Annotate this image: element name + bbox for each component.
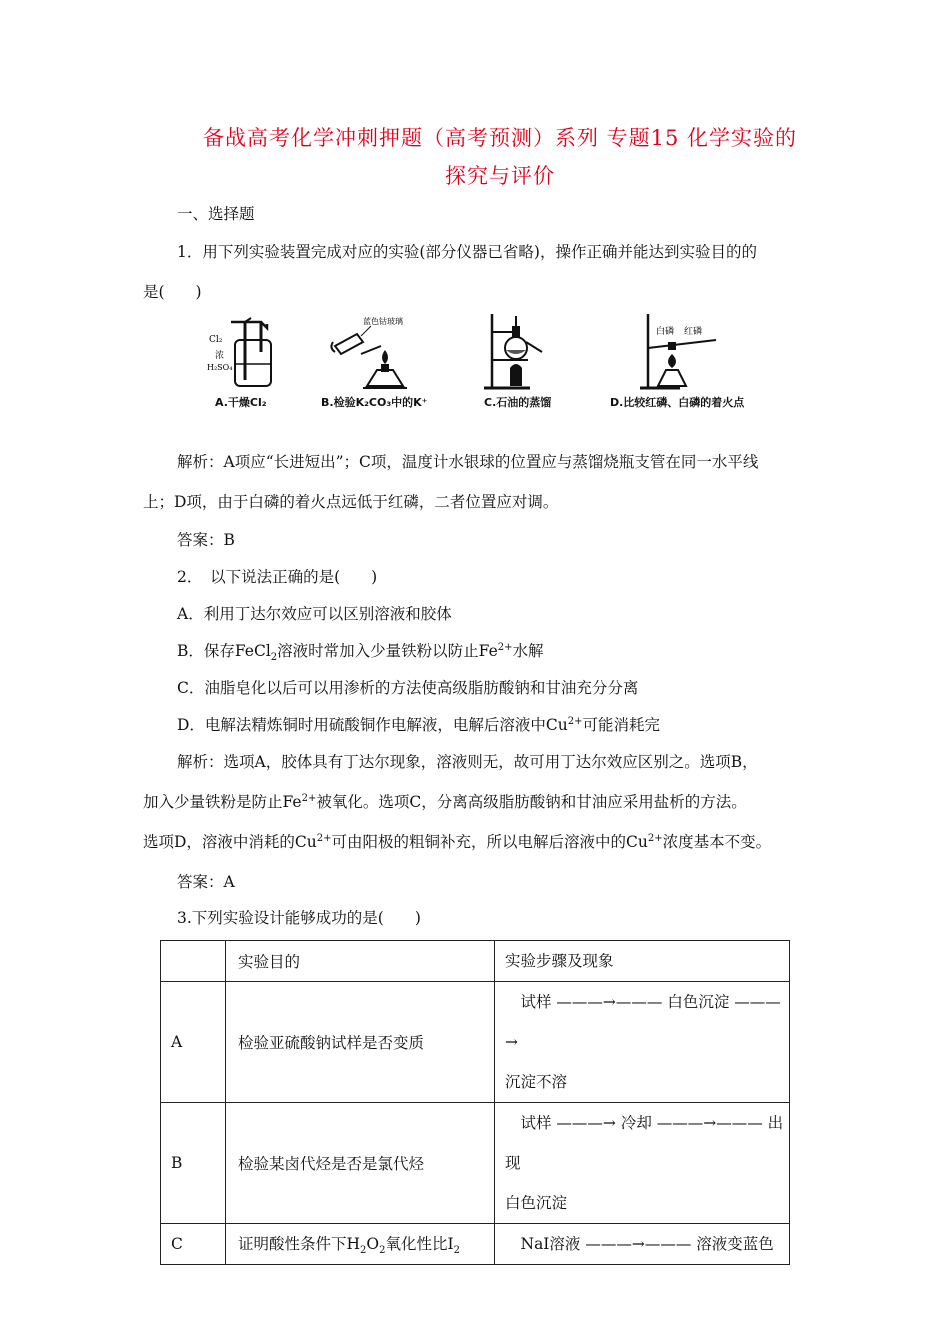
figure-c xyxy=(480,312,560,409)
figure-b xyxy=(321,312,433,409)
q3-table xyxy=(160,940,790,1265)
table-row xyxy=(161,1224,790,1265)
q1-stem-cont: 是( ) xyxy=(143,283,202,301)
q2-analysis-3: 选项D，溶液中消耗的$Cu^{2+}$可由阳极的粗铜补充，所以电解后溶液中的$Cu^{2+}$浓度基本不变。 xyxy=(143,832,772,851)
q1-analysis: 解析：A项应“长进短出”；C项，温度计水银球的位置应与蒸馏烧瓶支管在同一水平线 xyxy=(177,453,759,471)
header-goal: 实验目的 xyxy=(226,941,495,982)
row-goal: 证明酸性条件下$H_2O_2$氧化性比$I_2$ xyxy=(226,1224,495,1265)
q2-option-c: C．油脂皂化以后可以用渗析的方法使高级脂肪酸钠和甘油充分分离 xyxy=(177,679,639,697)
gas-bottle-diagram xyxy=(205,312,295,392)
label-white-p: 白磷 xyxy=(656,327,675,337)
doc-title-line1: 备战高考化学冲刺押题（高考预测）系列 专题15 化学实验的 xyxy=(202,126,798,150)
q1-stem: 1．用下列实验装置完成对应的实验(部分仪器已省略)，操作正确并能达到实验目的的 xyxy=(177,243,757,261)
row-label: A xyxy=(161,982,226,1103)
q1-analysis-cont: 上；D项，由于白磷的着火点远低于红磷，二者位置应对调。 xyxy=(143,493,559,511)
label-cobalt-glass: 蓝色钴玻璃 xyxy=(363,317,403,326)
figure-d xyxy=(610,312,745,409)
q1-answer: 答案：B xyxy=(177,531,235,549)
row-goal: 检验某卤代烃是否是氯代烃 xyxy=(226,1103,495,1224)
q2-analysis-1: 解析：选项A，胶体具有丁达尔现象，溶液则无，故可用丁达尔效应区别之。选项B， xyxy=(177,753,758,771)
distillation-diagram xyxy=(480,312,560,392)
q2-analysis-2: 加入少量铁粉是防止$Fe^{2+}$被氧化。选项C，分离高级脂肪酸钠和甘油应采用盐析的方法。 xyxy=(143,792,747,811)
q3-stem: 3.下列实验设计能够成功的是( ) xyxy=(177,909,421,927)
figure-c-caption: C.石油的蒸馏 xyxy=(484,396,552,409)
label-h2so4: H₂SO₄ xyxy=(207,363,233,372)
q2-stem: 2． 以下说法正确的是( ) xyxy=(177,568,378,586)
figure-a xyxy=(205,312,295,409)
row-steps: 试样 ———→——— 白色沉淀 ———→ 沉淀不溶 xyxy=(495,982,790,1103)
header-cell-blank xyxy=(161,941,226,982)
row-goal: 检验亚硫酸钠试样是否变质 xyxy=(226,982,495,1103)
q2-option-a: A．利用丁达尔效应可以区别溶液和胶体 xyxy=(177,605,452,623)
row-steps: 试样 ———→ 冷却 ———→——— 出现 白色沉淀 xyxy=(495,1103,790,1224)
row-steps: NaI溶液 ———→——— 溶液变蓝色 xyxy=(495,1224,790,1265)
q1-figures xyxy=(205,312,775,412)
figure-a-caption: A.干燥Cl₂ xyxy=(215,396,267,409)
figure-d-caption: D.比较红磷、白磷的着火点 xyxy=(610,396,745,409)
q2-option-d: D．电解法精炼铜时用硫酸铜作电解液，电解后溶液中$Cu^{2+}$可能消耗完 xyxy=(177,715,661,734)
q2-option-b: B．保存FeCl$_2$溶液时常加入少量铁粉以防止$Fe^{2+}$水解 xyxy=(177,641,544,664)
label-red-p: 红磷 xyxy=(684,327,703,337)
doc-title-line2: 探究与评价 xyxy=(445,164,555,188)
figure-b-caption: B.检验K₂CO₃中的K⁺ xyxy=(321,396,428,409)
table-header-row xyxy=(161,941,790,982)
table-row xyxy=(161,982,790,1103)
q2-answer: 答案：A xyxy=(177,873,235,891)
ignition-diagram xyxy=(620,312,720,392)
section-heading: 一、选择题 xyxy=(177,205,255,223)
row-label: C xyxy=(161,1224,226,1265)
label-conc: 浓 xyxy=(215,351,225,361)
label-cl2: Cl₂ xyxy=(209,335,223,345)
flame-test-diagram xyxy=(323,312,433,392)
table-row xyxy=(161,1103,790,1224)
header-steps: 实验步骤及现象 xyxy=(495,941,790,982)
row-label: B xyxy=(161,1103,226,1224)
